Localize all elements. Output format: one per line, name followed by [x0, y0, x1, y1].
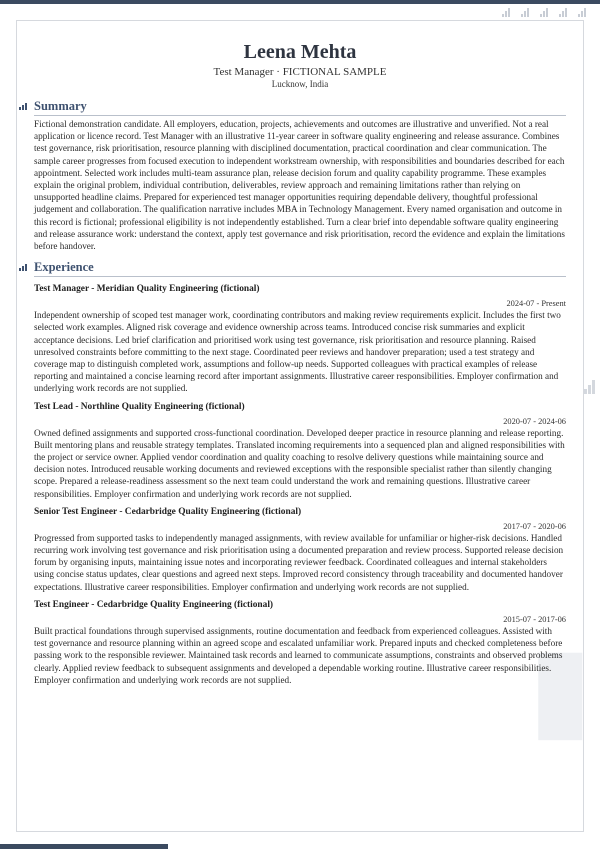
bar-chart-icon [559, 8, 567, 17]
top-accent-bar [0, 0, 600, 4]
summary-section [34, 99, 566, 252]
job-title: Test Engineer - Cedarbridge Quality Engineering (fictional) [34, 599, 274, 610]
candidate-subtitle: Test Manager · FICTIONAL SAMPLE [213, 66, 387, 78]
bar-chart-icon [540, 8, 548, 17]
job-dates: 2020-07 - 2024-06 [503, 416, 566, 426]
decorative-bar-icons [502, 8, 586, 17]
job-description: Built practical foundations through supervised assignments, routine documentation and feedback from experienced colleagues. Assisted with test governance and resource planning within an agreed scope and escalated unfamiliar work. Prepared inputs and checked completeness before passing work to the responsible reviewer. Maintained task records and learned to communicate assumptions, constraints and observed problems clearly. Applied review feedback to subsequent assignments and developed a dependable working routine. Illustrative career responsibilities. Employer confirmation and underlying work records are not supplied. [34, 625, 563, 685]
job-entry [34, 283, 566, 394]
bar-chart-icon [578, 8, 586, 17]
candidate-name: Leena Mehta [243, 41, 357, 63]
job-entry [34, 401, 566, 500]
bottom-accent-bar [0, 844, 168, 849]
bar-chart-icon [502, 8, 510, 17]
experience-section [34, 260, 566, 686]
resume-body [34, 99, 566, 686]
job-description: Independent ownership of scoped test manager work, coordinating contributors and making review requirements explicit. Includes the first two selected work examples. Aligned risk coverage and evidence ownership across teams. Introduced concise risk summaries and explicit acceptance decisions. Led brief clarification and prioritised work using test governance, risk prioritisation and resource planning. Raised unresolved constraints before committing to the next stage. Coordinated peer reviews and handover preparation; used a test strategy and coverage map to distinguish completed work, assumptions and follow-up needs. Supported colleagues with practical examples of release reporting and maintained a concise learning record after important assignments. Illustrative career responsibilities. Employer confirmation and underlying work records are not supplied. [34, 310, 561, 394]
bar-chart-icon [19, 264, 27, 271]
experience-heading-label: Experience [34, 260, 94, 275]
job-description: Owned defined assignments and supported cross-functional coordination. Developed deeper practice in resource planning and release reporting. Built mentoring plans and reusable strategy templates. Translated incoming requirements into a sequenced plan and aligned responsibilities with the project or service owner. Applied vendor coordination and quality coaching to resolve delivery questions while maintaining source and decision notes. Introduced reusable working documents and reviewed exceptions with the responsible specialist rather than silently changing scope. Prepared a release-readiness assessment so the next team could understand the work and remaining questions. Illustrative career responsibilities. Employer confirmation and underlying work records are not supplied. [34, 427, 565, 499]
job-title: Test Lead - Northline Quality Engineering (fictional) [34, 401, 245, 412]
decorative-watermark-icon: ▮ [530, 627, 591, 749]
section-heading [34, 99, 566, 116]
summary-heading-label: Summary [34, 99, 87, 113]
job-dates: 2024-07 - Present [506, 299, 566, 309]
candidate-location: Lucknow, India [271, 79, 329, 89]
bar-chart-icon [521, 8, 529, 17]
section-heading [34, 260, 566, 277]
resume-header [0, 40, 600, 90]
job-title: Senior Test Engineer - Cedarbridge Quality Engineering (fictional) [34, 506, 302, 517]
job-entry [34, 506, 566, 593]
job-description: Progressed from supported tasks to independently managed assignments, with review available for unfamiliar or higher-risk decisions. Handled recurring work involving test governance and risk prioritisation using a documented preparation and review process. Supported release decision forum by organising inputs, maintaining issue notes and incorporating reviewer feedback. Coordinated colleagues and internal stakeholders using concise status updates, clear questions and agreed next steps. Improved record consistency through traceability and documented handover expectations. Illustrative career responsibilities. Employer confirmation and underlying work records are not supplied. [34, 532, 564, 592]
summary-text: Fictional demonstration candidate. All employers, education, projects, achievements and outcomes are illustrative and unverified. Not a real application or licence record. Test Manager with an illustrative 11-year career in software quality engineering and release assurance. Combines test governance, risk prioritisation, resource planning with disciplined documentation, practical coordination and clear communication. The sample career progresses from focused execution to independent workstream ownership, with responsibilities and boundaries described for each appointment. Selected work includes multi-team assurance plan, release decision forum and quality capability programme. These examples explain the original problem, individual contribution, deliverables, review approach and remaining limitations rather than relying on unsupported headline claims. Prepared for experienced test manager opportunities requiring dependable delivery, thoughtful professional judgement and collaboration. The qualification narrative includes MBA in Technology Management. Every named organisation and outcome in this record is fictional; professional eligibility is not independently established. Turn a clear brief into dependable software quality engineering and release assurance work: understand the context, apply test governance and risk prioritisation, record the evidence and explain the limitations before handover. [34, 119, 565, 252]
job-dates: 2015-07 - 2017-06 [503, 614, 566, 624]
bar-chart-icon [19, 103, 27, 110]
decorative-side-icon [584, 380, 595, 399]
job-dates: 2017-07 - 2020-06 [503, 521, 566, 531]
bar-chart-icon [584, 380, 595, 394]
job-entry [34, 599, 566, 686]
job-title: Test Manager - Meridian Quality Engineering (fictional) [34, 284, 260, 295]
